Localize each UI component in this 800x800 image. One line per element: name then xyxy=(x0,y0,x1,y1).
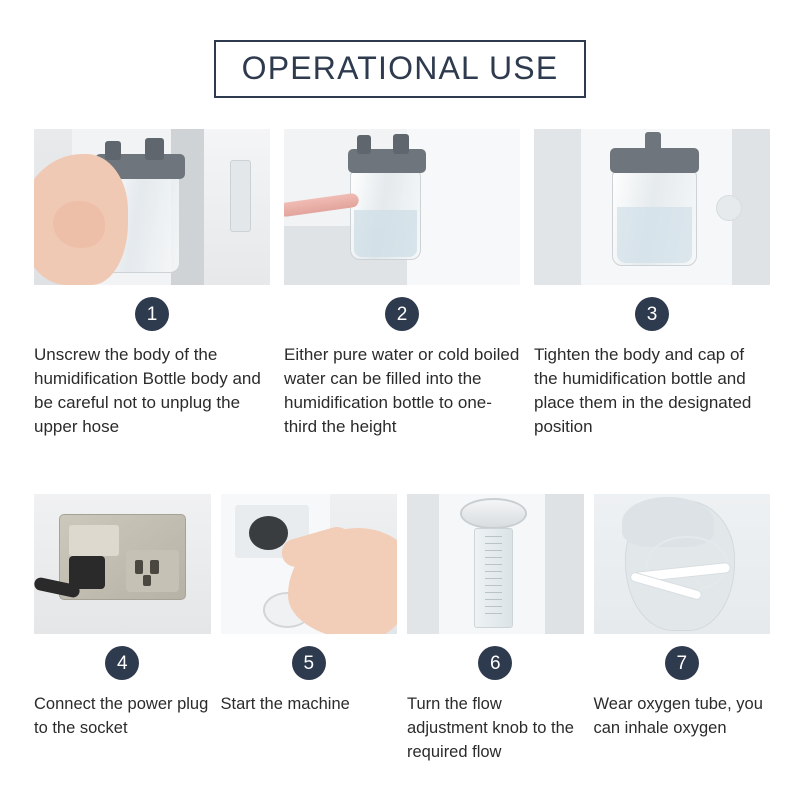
bottle-port-left xyxy=(357,135,371,154)
device-left-edge xyxy=(407,494,439,634)
socket-hole xyxy=(143,575,152,586)
step-badge-wrap-4 xyxy=(34,646,211,680)
step-badge-wrap-6 xyxy=(407,646,584,680)
step-image-7 xyxy=(594,494,771,634)
step-image-4 xyxy=(34,494,211,634)
step-number-badge: 1 xyxy=(135,297,169,331)
bottle-cap xyxy=(610,148,700,173)
step-number-badge: 3 xyxy=(635,297,669,331)
water-level xyxy=(354,210,418,257)
step-number-badge: 2 xyxy=(385,297,419,331)
step-number-badge: 6 xyxy=(478,646,512,680)
step-card-6 xyxy=(407,494,584,764)
step-image-6 xyxy=(407,494,584,634)
step-caption: Tighten the body and cap of the humidification bottle and place them in the designated position xyxy=(534,345,752,436)
step-card-5 xyxy=(221,494,398,764)
step-caption: Unscrew the body of the humidification Bottle body and be careful not to unplug the upper hose xyxy=(34,345,261,436)
step-number-badge: 5 xyxy=(292,646,326,680)
step-caption: Connect the power plug to the socket xyxy=(34,695,209,737)
steps-row-top xyxy=(34,129,770,439)
step-caption: Wear oxygen tube, you can inhale oxygen xyxy=(593,695,763,737)
page-title: OPERATIONAL USE xyxy=(241,50,559,86)
page-title-container xyxy=(0,40,800,98)
power-button[interactable] xyxy=(249,516,288,550)
step-card-1 xyxy=(34,129,270,439)
step-number-badge: 4 xyxy=(105,646,139,680)
socket-switch xyxy=(69,525,118,556)
device-left-edge xyxy=(534,129,581,285)
step-card-3 xyxy=(534,129,770,439)
flow-adjustment-knob[interactable] xyxy=(460,498,527,529)
bottle-neck-connector xyxy=(645,132,662,151)
socket-hole xyxy=(150,560,159,574)
step-number-badge: 7 xyxy=(665,646,699,680)
step-badge-wrap-3 xyxy=(534,297,770,331)
bottle-port-right xyxy=(145,138,164,160)
step-image-1 xyxy=(34,129,270,285)
step-image-5 xyxy=(221,494,398,634)
step-image-3 xyxy=(534,129,770,285)
step-card-4 xyxy=(34,494,211,764)
panel-indicator xyxy=(716,195,742,221)
socket-hole xyxy=(135,560,144,574)
flowmeter-scale xyxy=(485,536,503,620)
steps-row-bottom xyxy=(34,494,770,764)
step-badge-wrap-2 xyxy=(284,297,520,331)
step-caption: Start the machine xyxy=(220,695,350,713)
bottle-port-right xyxy=(393,134,410,154)
step-badge-wrap-1 xyxy=(34,297,270,331)
page-title-box xyxy=(214,40,587,98)
flow-gauge xyxy=(230,160,251,232)
step-caption: Either pure water or cold boiled water can be filled into the humidification bottle to one-third the height xyxy=(284,345,520,436)
bottle-port-left xyxy=(105,141,122,160)
step-card-2 xyxy=(284,129,520,439)
step-image-2 xyxy=(284,129,520,285)
step-caption: Turn the flow adjustment knob to the required flow xyxy=(407,695,574,761)
step-card-7 xyxy=(594,494,771,764)
step-badge-wrap-7 xyxy=(594,646,771,680)
step-badge-wrap-5 xyxy=(221,646,398,680)
thumb xyxy=(53,201,105,248)
water-level xyxy=(617,207,693,263)
device-right-edge xyxy=(545,494,584,634)
